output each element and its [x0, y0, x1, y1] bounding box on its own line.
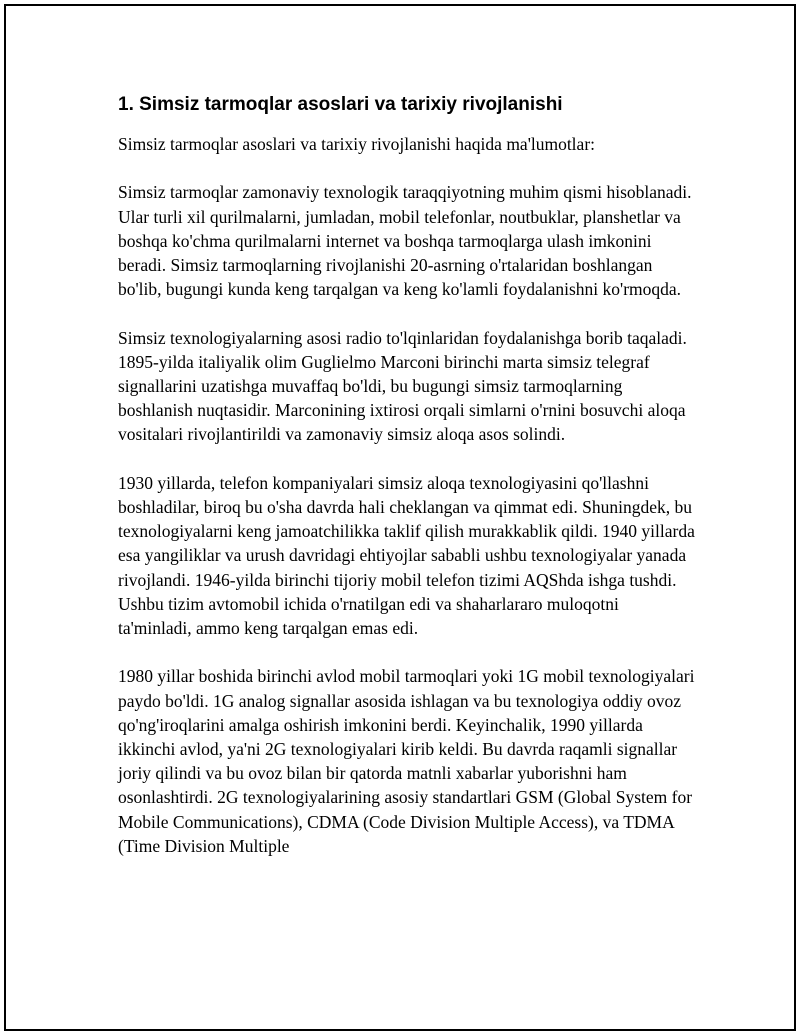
paragraph-overview: Simsiz tarmoqlar zamonaviy texnologik taraqqiyotning muhim qismi hisoblanadi. Ular turli xil qurilmalarni, jumladan, mobil telefonlar, noutbuklar, planshetlar va boshqa ko'chma qurilmalarni internet va boshqa tarmoqlarga ulash imkonini beradi. Simsiz tarmoqlarning rivojlanishi 20-asrning o'rtalaridan boshlangan bo'lib, bugungi kunda keng tarqalgan va keng ko'lamli foydalanishni ko'rmoqda. [118, 182, 692, 300]
intro-paragraph: Simsiz tarmoqlar asoslari va tarixiy rivojlanishi haqida ma'lumotlar: [118, 134, 596, 154]
document-body [118, 92, 696, 882]
paragraph-marconi: Simsiz texnologiyalarning asosi radio to'lqinlaridan foydalanishga borib taqaladi. 1895-yilda italiyalik olim Guglielmo Marconi birinchi marta simsiz telegraf signallarini uzatishga muvaffaq bo'ldi, bu bugungi simsiz tarmoqlarning boshlanish nuqtasidir. Marconining ixtirosi orqali simlarni o'rnini bosuvchi aloqa vositalari rivojlantirildi va zamonaviy simsiz aloqa asos solindi. [118, 327, 687, 445]
section-heading: 1. Simsiz tarmoqlar asoslari va tarixiy rivojlanishi [118, 94, 563, 115]
paragraph-1930s: 1930 yillarda, telefon kompaniyalari simsiz aloqa texnologiyasini qo'llashni boshladilar, biroq bu o'sha davrda hali cheklangan va qimmat edi. Shuningdek, bu texnologiyalarni keng jamoatchilikka taklif qilish murakkablik qildi. 1940 yillarda esa yangiliklar va urush davridagi ehtiyojlar sababli ushbu texnologiyalar yanada rivojlandi. 1946-yilda birinchi tijoriy mobil telefon tizimi AQShda ishga tushdi. Ushbu tizim avtomobil ichida o'rnatilgan edi va shaharlararo muloqotni ta'minladi, ammo keng tarqalgan emas edi. [118, 472, 695, 639]
paragraph-1980s: 1980 yillar boshida birinchi avlod mobil tarmoqlari yoki 1G mobil texnologiyalari paydo bo'ldi. 1G analog signallar asosida ishlagan va bu texnologiya oddiy ovoz qo'ng'iroqlarini amalga oshirish imkonini berdi. Keyinchalik, 1990 yillarda ikkinchi avlod, ya'ni 2G texnologiyalari kirib keldi. Bu davrda raqamli signallar joriy qilindi va bu ovoz bilan bir qatorda matnli xabarlar yuborishni ham osonlashtirdi. 2G texnologiyalarining asosiy standartlari GSM (Global System for Mobile Communications), CDMA (Code Division Multiple Access), va TDMA (Time Division Multiple [118, 666, 695, 856]
